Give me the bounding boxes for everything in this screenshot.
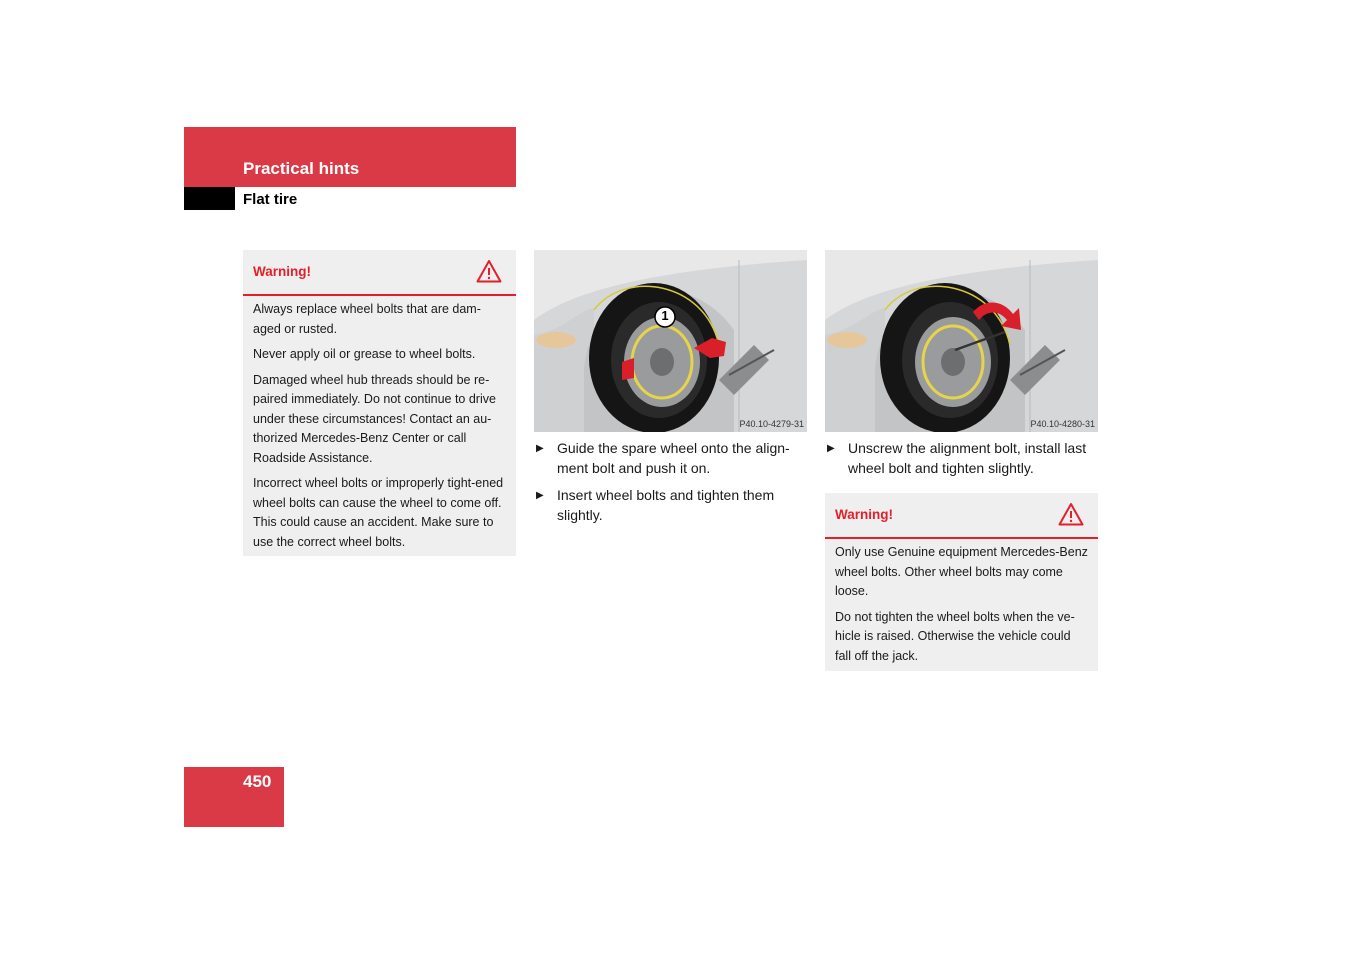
instruction-list <box>825 439 1098 486</box>
warning-body <box>825 539 1098 678</box>
warning-title: Warning! <box>835 507 893 522</box>
illustration <box>825 250 1098 432</box>
bullet-arrow-icon: ▶ <box>536 443 544 454</box>
illustration <box>534 250 807 432</box>
warning-body <box>243 296 516 564</box>
callout-number: 1 <box>661 308 669 323</box>
list-item <box>534 486 807 525</box>
step-text: Unscrew the alignment bolt, install last wheel bolt and tighten slightly. <box>848 440 1087 476</box>
warning-box-left <box>243 250 516 556</box>
list-item <box>825 439 1098 478</box>
section-tab-marker <box>184 187 235 210</box>
bullet-arrow-icon: ▶ <box>827 443 835 454</box>
warning-triangle-icon <box>476 259 502 283</box>
section-title: Practical hints <box>243 159 360 178</box>
figure-spare-wheel-mount <box>534 250 807 432</box>
list-item <box>534 439 807 478</box>
instruction-list <box>534 439 807 533</box>
page-number: 450 <box>243 772 272 791</box>
warning-paragraph: Damaged wheel hub threads should be re-paired immediately. Do not continue to drive under these circumstances! Contact an au-thorized Mercedes-Benz Center or call Roadside Assistance. <box>253 372 496 465</box>
warning-header <box>243 250 516 296</box>
warning-title: Warning! <box>253 264 311 279</box>
warning-paragraph: Always replace wheel bolts that are dam-aged or rusted. <box>253 302 481 336</box>
step-text: Insert wheel bolts and tighten them slightly. <box>557 487 775 523</box>
warning-paragraph: Incorrect wheel bolts or improperly tight-ened wheel bolts can cause the wheel to come off. This could cause an accident. Make sure to use the correct wheel bolts. <box>253 476 504 549</box>
figure-code: P40.10-4279-31 <box>739 419 804 429</box>
warning-paragraph: Do not tighten the wheel bolts when the ve-hicle is raised. Otherwise the vehicle could fall off the jack. <box>835 609 1075 663</box>
warning-triangle-icon <box>1058 502 1084 526</box>
figure-code: P40.10-4280-31 <box>1030 419 1095 429</box>
subsection-title: Flat tire <box>243 191 298 208</box>
warning-header <box>825 493 1098 539</box>
step-text: Guide the spare wheel onto the align-ment bolt and push it on. <box>557 440 790 476</box>
warning-box-right <box>825 493 1098 671</box>
bullet-arrow-icon: ▶ <box>536 490 544 501</box>
warning-paragraph: Never apply oil or grease to wheel bolts. <box>253 347 476 361</box>
figure-alignment-bolt <box>825 250 1098 432</box>
warning-paragraph: Only use Genuine equipment Mercedes-Benz wheel bolts. Other wheel bolts may come loose. <box>835 545 1088 598</box>
